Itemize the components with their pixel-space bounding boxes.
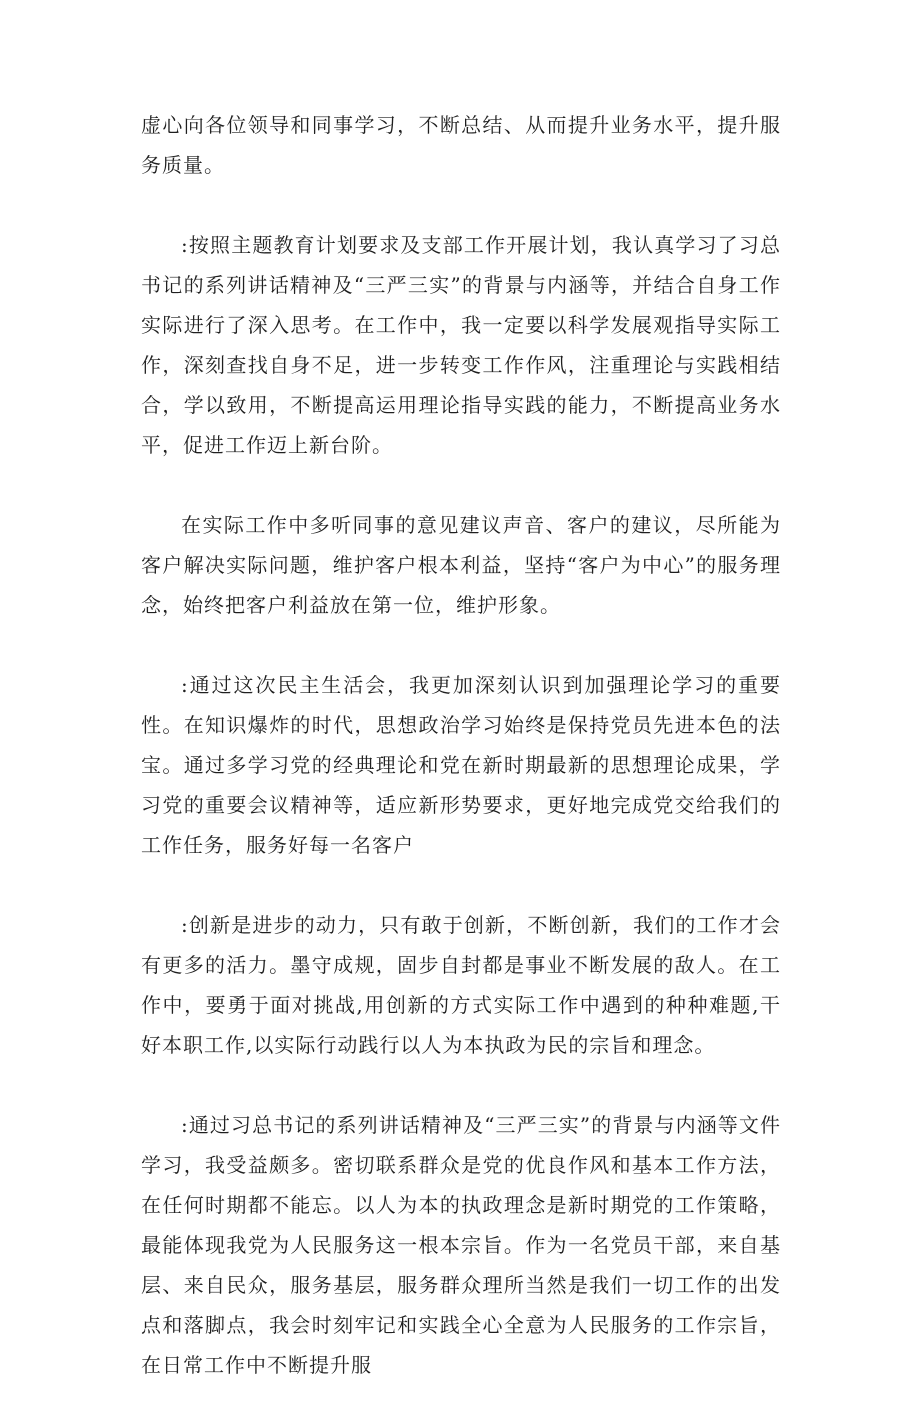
paragraph-study-speeches: :通过习总书记的系列讲话精神及“三严三实”的背景与内涵等文件学习，我受益颇多。密切联系群众是党的优良作风和基本工作方法，在任何时期都不能忘。以人为本的执政理念是新时期党的工作策略，最能体现我党为人民服务这一根本宗旨。作为一名党员干部，来自基层、来自民众，服务基层，服务群众理所当然是我们一切工作的出发点和落脚点，我会时刻牢记和实践全心全意为人民服务的工作宗旨，在日常工作中不断提升服 [141, 1113, 781, 1377]
document-body [141, 105, 781, 1425]
paragraph-customer-service: 在实际工作中多听同事的意见建议声音、客户的建议，尽所能为客户解决实际问题，维护客户根本利益，坚持“客户为中心”的服务理念，始终把客户利益放在第一位，维护形象。 [141, 513, 781, 617]
paragraph-theme-education: :按照主题教育计划要求及支部工作开展计划，我认真学习了习总书记的系列讲话精神及“三严三实”的背景与内涵等，并结合自身工作实际进行了深入思考。在工作中，我一定要以科学发展观指导实际工作，深刻查找自身不足，进一步转变工作作风，注重理论与实践相结合，学以致用，不断提高运用理论指导实践的能力，不断提高业务水平，促进工作迈上新台阶。 [141, 233, 781, 457]
paragraph-continuation: 虚心向各位领导和同事学习，不断总结、从而提升业务水平，提升服务质量。 [141, 113, 781, 177]
paragraph-innovation: :创新是进步的动力，只有敢于创新，不断创新，我们的工作才会有更多的活力。墨守成规，固步自封都是事业不断发展的敌人。在工作中，要勇于面对挑战,用创新的方式实际工作中遇到的种种难题,干好本职工作,以实际行动践行以人为本执政为民的宗旨和理念。 [141, 913, 781, 1057]
paragraph-democratic-meeting: :通过这次民主生活会，我更加深刻认识到加强理论学习的重要性。在知识爆炸的时代，思想政治学习始终是保持党员先进本色的法宝。通过多学习党的经典理论和党在新时期最新的思想理论成果，学习党的重要会议精神等，适应新形势要求，更好地完成党交给我们的工作任务，服务好每一名客户 [141, 673, 781, 857]
